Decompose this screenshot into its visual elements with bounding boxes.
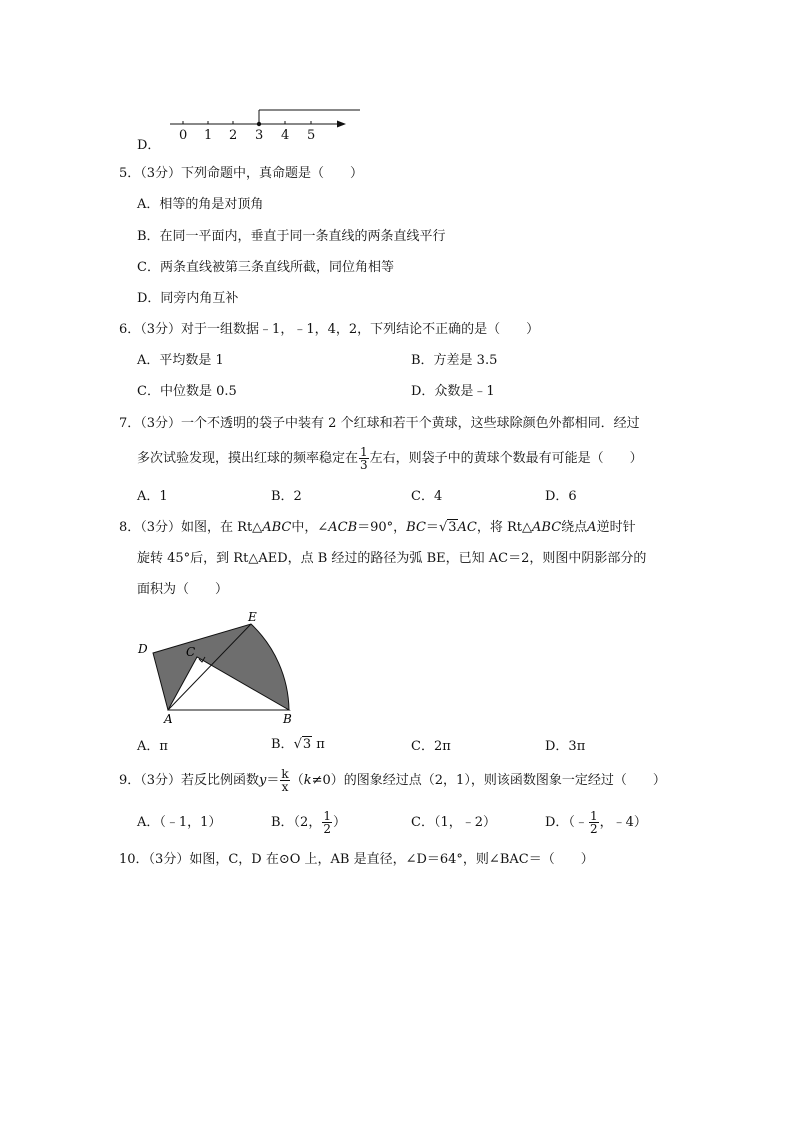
label-b: B [283,712,292,726]
q8-stem-line2: 旋转 45°后，到 Rt△AED，点 B 经过的路径为弧 BE，已知 AC＝2，则图中阴影部分的 [137,551,647,566]
q9-text: ，﹣4） [599,815,647,830]
q8-text: ，将 Rt△ [476,520,533,535]
label-d: D [138,642,148,656]
q6-option-c: C．中位数是 0.5 [137,384,237,399]
q5-stem: 5．（3分）下列命题中，真命题是（ ） [119,166,364,181]
q8-text: 8．（3分）如图，在 Rt△ [119,520,263,535]
q8-text: 中，∠ [291,520,329,535]
q8-text: ＝90°， [357,520,407,535]
label-e: E [248,610,257,624]
q8-angle-name: ACB [328,520,358,535]
tick-label: 4 [281,128,290,143]
q9-option-b [271,807,346,839]
q9-stem [119,765,666,797]
q5-option-d: D．同旁内角互补 [137,291,239,306]
tick-label: 3 [255,128,264,143]
q9-var-k: k [303,773,312,788]
q6-option-b: B．方差是 3.5 [411,353,498,368]
tick-label: 1 [204,128,213,143]
q4-number-line [170,104,360,144]
q6-stem: 6．（3分）对于一组数据﹣1，﹣1，4，2，下列结论不正确的是（ ） [119,322,540,337]
q7-stem-line1: 7．（3分）一个不透明的袋子中装有 2 个红球和若干个黄球，这些球除颜色外都相同．经过 [119,416,640,431]
q5-option-b: B．在同一平面内，垂直于同一条直线的两条直线平行 [137,229,446,244]
q8-triangle-name: ABC [532,520,562,535]
q8-stem-line3: 面积为（ ） [137,582,229,597]
q6-option-a: A．平均数是 1 [137,353,224,368]
frac-numerator: 1 [323,809,331,823]
q9-fraction [280,768,289,793]
pi-symbol: π [316,737,325,752]
q7-stem-line2 [137,444,643,474]
q8-segment-bc: BC [406,520,426,535]
q4-option-d: D． [137,138,161,153]
q7-option-b: B．2 [271,489,302,504]
frac-denominator: 2 [589,822,598,836]
label-a: A [164,712,173,726]
q8-segment-ac: AC [457,520,477,535]
q8-stem-line1 [119,520,636,536]
q9-text: D．（﹣ [545,815,588,830]
q7-option-d: D．6 [545,489,577,504]
q8-triangle-name: ABC [262,520,292,535]
q9-var-y: y [259,773,267,788]
q7-option-c: C．4 [411,489,443,504]
q8-option-c: C．2π [411,739,451,754]
q5-option-a: A．相等的角是对顶角 [137,197,264,212]
frac-numerator: 1 [360,445,368,459]
q9-text: B．（2， [271,815,322,830]
q9-text: ≠0）的图象经过点（2，1），则该函数图象一定经过（ ） [311,773,666,788]
geometry-figure-svg [130,605,300,730]
tick-label: 5 [307,128,316,143]
q8-figure [130,605,300,730]
q9-text: （ [290,773,304,788]
q9-option-c: C．（1，﹣2） [411,815,496,830]
sqrt-radicand: 3 [302,737,312,752]
sqrt-symbol: √3 [293,737,312,752]
q9-option-d [545,807,647,839]
q8-point-a: A [587,520,597,535]
q10-stem: 10．（3分）如图，C，D 在⊙O 上，AB 是直径，∠D＝64°，则∠BAC＝（ ） [119,852,594,867]
frac-denominator: 3 [360,458,368,472]
number-line-svg [170,104,360,144]
frac-denominator: 2 [323,822,331,836]
q8-text: ＝ [425,520,439,535]
sqrt-symbol: √3 [438,520,457,535]
q8-option-a: A．π [137,739,168,754]
q6-option-d: D．众数是﹣1 [411,384,495,399]
tick-label: 2 [229,128,238,143]
q8-text: 逆时针 [596,520,636,535]
frac-numerator: 1 [589,809,598,823]
sqrt-radicand: 3 [448,520,457,535]
q8-option-b [271,737,325,753]
frac-denominator: x [281,780,289,794]
q7-text-after: 左右，则袋子中的黄球个数最有可能是（ ） [369,451,643,466]
q9-text: ＝ [266,773,280,788]
q9-text: ） [332,815,346,830]
q9-option-b-fraction [322,810,332,835]
q7-option-a: A．1 [137,489,168,504]
q9-option-a: A．（﹣1，1） [137,815,222,830]
frac-numerator: k [281,767,289,781]
q5-option-c: C．两条直线被第三条直线所截，同位角相等 [137,260,394,275]
label-c: C [186,645,196,659]
q7-fraction [359,446,369,471]
q8-text: 绕点 [561,520,588,535]
option-label: B． [271,737,294,752]
q9-text: 9．（3分）若反比例函数 [119,773,260,788]
q8-option-d: D．3π [545,739,586,754]
q7-text-before: 多次试验发现，摸出红球的频率稳定在 [137,451,359,466]
tick-label: 0 [179,128,188,143]
q9-option-d-fraction [589,810,599,835]
